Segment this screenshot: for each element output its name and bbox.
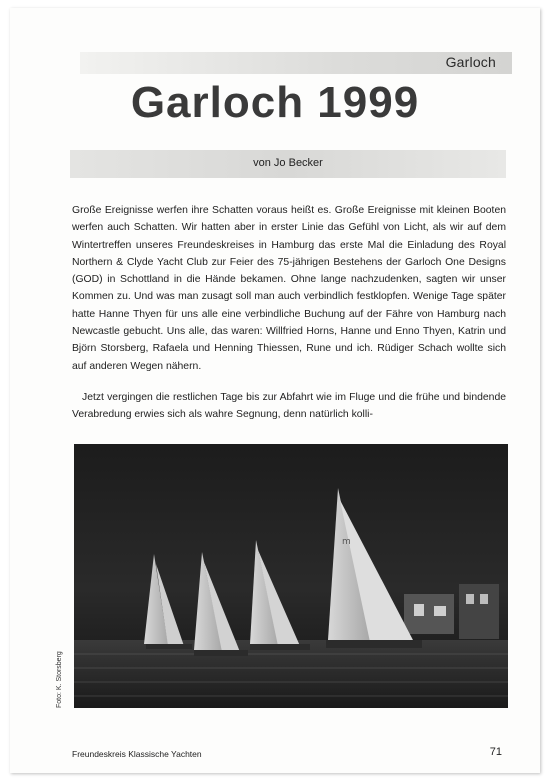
article-paragraph: Große Ereignisse werfen ihre Schatten voraus heißt es. Große Ereignisse mit kleinen Booten werfen auch Schatten. Wir hatten aber in erster Linie das Gefühl von Licht, als wir auf dem Wintertreffen unseres Freundeskreises in Hamburg das erste Mal die Einladung des Royal Northern & Clyde Yacht Club zur Feier des 75-jährigen Bestehens der Garloch One Designs (GOD) in Schottland in die Hände bekamen. Ohne lange nachzudenken, sagten wir unser Kommen zu. Und was man zusagt soll man auch verbindlich festklopfen. Wenige Tage später hatte Hanne Thyen für uns alle eine verbindliche Buchung auf der Fähre von Hamburg nach Newcastle gebucht. Uns alle, das waren: Willfried Horns, Hanne und Enno Thyen, Katrin und Björn Storsberg, Rafaela und Henning Thiessen, Rune und ich. Rüdiger Schach wollte sich auf anderen Wegen nähern.	[72, 205, 506, 372]
sailing-boats-image	[74, 444, 508, 708]
article-title: Garloch 1999	[130, 78, 420, 127]
article-author: von Jo Becker	[253, 157, 323, 169]
author-bar	[70, 150, 506, 178]
photo-credit: Foto: K. Storsberg	[56, 651, 63, 708]
article-body	[72, 202, 506, 424]
sail-number: m	[342, 537, 351, 547]
footer-publication: Freundeskreis Klassische Yachten	[72, 749, 202, 759]
sailing-photo	[74, 444, 508, 708]
page-number: 71	[489, 746, 502, 758]
section-tag: Garloch	[445, 54, 496, 70]
section-header-bar	[80, 52, 512, 74]
water	[74, 640, 508, 708]
magazine-page	[10, 8, 540, 773]
article-paragraph: Jetzt vergingen die restlichen Tage bis zur Abfahrt wie im Fluge und die frühe und bindende Verabredung erwies sich als wahre Segnung, denn natürlich kolli-	[72, 391, 506, 421]
